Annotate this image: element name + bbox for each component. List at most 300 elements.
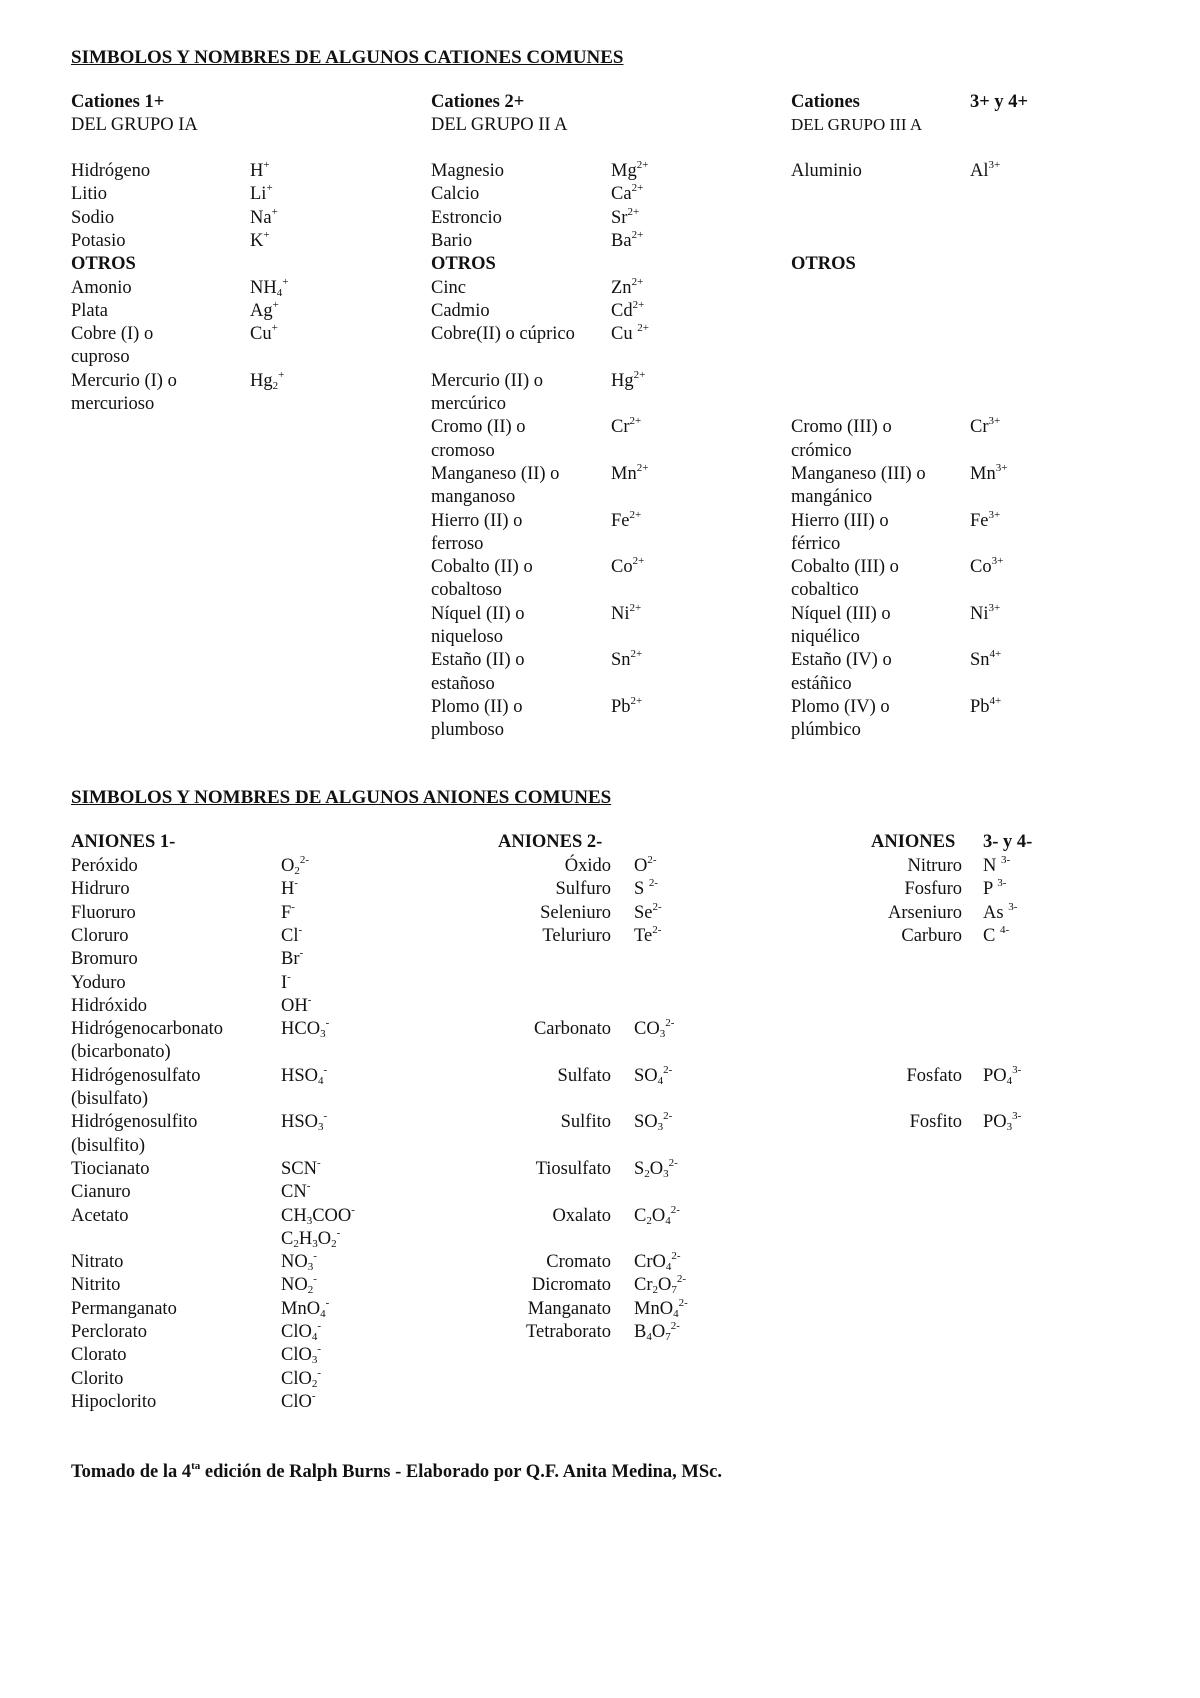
charge: 3+ xyxy=(995,461,1008,474)
charge: 2+ xyxy=(630,694,643,707)
element-symbol: Hg xyxy=(611,370,634,391)
subscript: 4 xyxy=(646,1331,652,1343)
charge: 2+ xyxy=(629,508,642,521)
cation-name: Níquel (II) o xyxy=(431,603,525,624)
anion-formula xyxy=(634,878,658,901)
cation-name-cont: crómico xyxy=(791,440,852,461)
cation-name: Cobre (I) o xyxy=(71,324,154,345)
charge: - xyxy=(323,1110,328,1123)
anion-name: Clorato xyxy=(71,1345,127,1366)
cation-name-cont: férrico xyxy=(791,533,841,554)
cation-symbol xyxy=(970,510,1000,533)
cation-name-cont: plumboso xyxy=(431,720,504,741)
formula-part: CH xyxy=(281,1205,307,1226)
subscript: 3 xyxy=(657,1121,664,1134)
anion-name: Seleniuro xyxy=(540,902,611,923)
element-symbol: Cr xyxy=(970,417,989,438)
charge: + xyxy=(271,205,278,218)
element-symbol: Sn xyxy=(970,650,990,671)
anion-name: Perclorato xyxy=(71,1322,148,1342)
anion-name: Tetraborato xyxy=(526,1322,611,1342)
subscript: 3 xyxy=(1006,1121,1013,1134)
anion-name-cont: (bisulfito) xyxy=(71,1135,145,1156)
anion-name: Oxalato xyxy=(552,1205,611,1226)
charge: 2- xyxy=(647,854,657,866)
cation-col1-heading: Cationes 1+ xyxy=(71,92,165,112)
charge: + xyxy=(263,159,270,171)
subscript: 2 xyxy=(646,1214,652,1227)
cation-symbol xyxy=(250,300,279,323)
cation-symbol xyxy=(250,230,270,253)
cation-symbol xyxy=(970,603,1000,626)
cation-symbol xyxy=(611,603,641,626)
charge: - xyxy=(294,877,299,890)
anion-formula xyxy=(634,1205,680,1228)
element-symbol: Cr xyxy=(611,417,630,438)
anion-formula xyxy=(281,1205,355,1228)
anion-formula xyxy=(281,1274,317,1297)
cation-symbol xyxy=(970,696,1001,719)
anion-name-cont: (bisulfato) xyxy=(71,1089,149,1109)
anion-formula xyxy=(281,995,311,1018)
cation-col1-subheading: DEL GRUPO IA xyxy=(71,115,198,135)
element-symbol: Cu xyxy=(250,324,272,345)
cation-name-cont: manganoso xyxy=(431,487,516,508)
formula-part: COO xyxy=(312,1205,352,1226)
charge: 3- xyxy=(1012,1110,1022,1123)
anion-formula xyxy=(634,925,661,948)
formula-part: SO xyxy=(634,1112,658,1133)
formula-part: O xyxy=(281,856,295,876)
anion-col1-heading: ANIONES 1- xyxy=(71,832,176,852)
formula-part: PO xyxy=(983,1112,1007,1133)
charge: 2+ xyxy=(636,159,649,171)
cation-name: Cromo (II) o xyxy=(431,417,526,438)
cation-name: Magnesio xyxy=(431,161,504,181)
footer-credit-start: Tomado de la 4 xyxy=(71,1462,192,1482)
element-symbol: Ba xyxy=(611,230,632,251)
anion-name-cont: (bicarbonato) xyxy=(71,1042,171,1063)
formula-part: SO xyxy=(634,1065,658,1086)
charge: - xyxy=(313,1273,317,1286)
charge: + xyxy=(266,182,273,195)
cation-name-cont: niquélico xyxy=(791,627,860,647)
footer-credit-ordinal: ta xyxy=(191,1460,201,1472)
formula-part: H xyxy=(298,1228,313,1249)
cation-name: Plata xyxy=(71,300,108,321)
cation-symbol xyxy=(611,556,644,579)
subscript: 4 xyxy=(320,1307,326,1320)
anion-formula xyxy=(634,1321,680,1344)
cation-symbol xyxy=(250,183,273,206)
anion-name: Sulfito xyxy=(560,1112,611,1133)
cation-name: Cromo (III) o xyxy=(791,417,892,438)
anion-name: Hidróxido xyxy=(71,995,148,1016)
subscript: 4 xyxy=(665,1214,671,1227)
cation-name: Cobalto (III) o xyxy=(791,557,899,578)
anion-formula xyxy=(983,878,1006,901)
charge: 2- xyxy=(670,1203,680,1216)
element-symbol: Al xyxy=(970,161,989,181)
cation-name: Hidrógeno xyxy=(71,161,151,181)
cation-name: Cinc xyxy=(431,277,466,298)
subscript: 2 xyxy=(293,1237,299,1250)
element-symbol: Cu xyxy=(611,324,638,345)
subscript: 3 xyxy=(311,1354,318,1367)
charge: 2- xyxy=(678,1296,688,1309)
charge: 3- xyxy=(1012,1063,1022,1076)
cation-name: Bario xyxy=(431,230,473,251)
subscript: 3 xyxy=(312,1237,318,1250)
anion-name: Fosfuro xyxy=(904,879,962,900)
anion-formula xyxy=(281,1321,321,1344)
charge: 3+ xyxy=(991,555,1004,568)
anion-name: Hidrógenosulfito xyxy=(71,1112,198,1133)
cation-symbol xyxy=(250,160,270,183)
cation-symbol xyxy=(250,370,284,393)
anion-formula xyxy=(634,1111,672,1134)
formula-part: PO xyxy=(983,1065,1007,1086)
charge: 2+ xyxy=(629,415,642,428)
anion-name: Óxido xyxy=(564,856,611,876)
cation-col3-heading: Cationes xyxy=(791,92,860,112)
subscript: 4 xyxy=(1006,1074,1013,1087)
subscript: 4 xyxy=(318,1074,324,1087)
charge: 2- xyxy=(671,1250,681,1263)
anion-name: Arseniuro xyxy=(888,902,962,923)
anion-formula xyxy=(634,902,662,925)
formula-part: C xyxy=(983,925,1000,946)
anion-formula xyxy=(281,1065,327,1088)
charge: 2- xyxy=(652,900,662,913)
footer-credit xyxy=(71,1461,722,1484)
cation-name-cont: estañoso xyxy=(431,673,495,694)
cation-symbol xyxy=(970,416,1000,439)
anion-name: Nitrito xyxy=(71,1275,121,1296)
charge: 3+ xyxy=(988,415,1001,428)
formula-part: O xyxy=(658,1275,672,1296)
charge: 2+ xyxy=(630,648,643,661)
anion-name: Cromato xyxy=(546,1252,611,1273)
anion-formula xyxy=(281,1344,321,1367)
subscript: 4 xyxy=(276,286,283,299)
cation-name-cont: ferroso xyxy=(431,533,484,554)
anion-col2-heading: ANIONES 2- xyxy=(498,832,603,852)
anion-formula xyxy=(281,1391,316,1414)
cation-symbol xyxy=(611,323,649,346)
subscript: 3 xyxy=(318,1121,324,1134)
cation-name-cont: plúmbico xyxy=(791,720,861,741)
anion-formula xyxy=(983,925,1009,948)
anion-name: Sulfuro xyxy=(555,879,611,900)
charge: 2- xyxy=(663,1063,673,1076)
cation-col2-heading: Cationes 2+ xyxy=(431,92,525,112)
anion-formula xyxy=(281,1251,317,1274)
subscript: 2 xyxy=(307,1284,314,1297)
cation-name: Estaño (IV) o xyxy=(791,650,892,671)
anion-formula xyxy=(281,1368,321,1391)
formula-part: HCO xyxy=(281,1019,321,1040)
element-symbol: Mn xyxy=(611,463,637,484)
charge: 2+ xyxy=(629,601,642,614)
anion-name: Fosfito xyxy=(909,1112,962,1133)
formula-part: MnO xyxy=(634,1298,674,1319)
anion-name: Hidrógenocarbonato xyxy=(71,1019,224,1040)
anion-name: Dicromato xyxy=(531,1275,611,1296)
charge: 3- xyxy=(1008,900,1018,913)
formula-part: P xyxy=(983,879,998,900)
subscript: 3 xyxy=(307,1261,314,1274)
formula-part: Cr xyxy=(634,1275,653,1296)
anion-name: Cloruro xyxy=(71,925,129,946)
subscript: 3 xyxy=(659,1028,666,1041)
formula-part: I xyxy=(281,972,288,993)
cation-symbol xyxy=(611,230,643,253)
charge: 3+ xyxy=(988,159,1001,171)
anion-name: Nitrato xyxy=(71,1252,124,1273)
anion-formula xyxy=(983,1111,1021,1134)
charge: - xyxy=(298,923,303,936)
formula-part: NO xyxy=(281,1252,308,1273)
charge: 2+ xyxy=(632,555,645,568)
charge: + xyxy=(272,298,279,311)
subscript: 4 xyxy=(665,1261,672,1274)
charge: 2+ xyxy=(631,275,644,288)
anion-formula xyxy=(634,855,657,878)
formula-part: Br xyxy=(281,949,300,970)
charge: 2- xyxy=(670,1320,680,1332)
charge: 2+ xyxy=(637,322,649,335)
anion-formula xyxy=(281,878,298,901)
anion-formula xyxy=(634,1158,678,1181)
charge: 2- xyxy=(665,1017,675,1030)
charge: + xyxy=(263,228,270,241)
charge: 3- xyxy=(1001,854,1011,866)
charge: - xyxy=(351,1203,355,1216)
charge: 2+ xyxy=(632,298,645,311)
charge: - xyxy=(336,1226,341,1239)
formula-part: ClO xyxy=(281,1391,312,1412)
cation-name: Hierro (III) o xyxy=(791,510,889,531)
element-symbol: Cd xyxy=(611,300,633,321)
element-symbol: Ni xyxy=(970,603,989,624)
element-symbol: Fe xyxy=(611,510,630,531)
anion-formula xyxy=(281,1181,310,1204)
formula-part: C xyxy=(281,1228,294,1249)
footer-credit-end: edición de Ralph Burns - Elaborado por Q.F. Anita Medina, MSc. xyxy=(200,1462,722,1482)
element-symbol: Sr xyxy=(611,207,628,228)
charge: - xyxy=(306,1180,311,1193)
cation-symbol xyxy=(250,323,278,346)
anion-formula xyxy=(634,1274,686,1297)
element-symbol: NH xyxy=(250,277,277,298)
charge: 2+ xyxy=(627,205,640,218)
formula-part: Cl xyxy=(281,925,299,946)
element-symbol: Li xyxy=(250,184,267,205)
cation-name: Aluminio xyxy=(791,161,862,181)
element-symbol: Co xyxy=(970,557,992,578)
anion-formula xyxy=(281,1158,321,1181)
element-symbol: H xyxy=(250,161,264,181)
charge: 3- xyxy=(997,877,1007,890)
anion-formula xyxy=(281,948,303,971)
charge: 2+ xyxy=(633,368,646,381)
cation-name-cont: mangánico xyxy=(791,487,873,508)
subscript: 2 xyxy=(331,1237,337,1250)
charge: 2+ xyxy=(631,182,644,195)
formula-part: N xyxy=(983,856,1001,876)
cation-col3-otros: OTROS xyxy=(791,254,856,274)
formula-part: MnO xyxy=(281,1298,321,1319)
anion-name: Tiosulfato xyxy=(535,1158,611,1179)
cation-name: Hierro (II) o xyxy=(431,510,523,531)
formula-part: ClO xyxy=(281,1322,312,1342)
charge: - xyxy=(325,1296,330,1309)
anion-name: Carbonato xyxy=(533,1019,611,1040)
cation-name: Plomo (IV) o xyxy=(791,696,890,717)
cation-name: Litio xyxy=(71,184,107,205)
cation-symbol xyxy=(611,510,641,533)
charge: 2- xyxy=(676,1273,687,1286)
anion-formula xyxy=(634,1251,681,1274)
formula-part: O xyxy=(651,1205,666,1226)
cation-name: Estaño (II) o xyxy=(431,650,525,671)
anion-name: Nitruro xyxy=(907,856,962,876)
anion-formula xyxy=(281,925,302,948)
formula-part: ClO xyxy=(281,1368,312,1389)
cation-col1-otros: OTROS xyxy=(71,254,136,274)
formula-part: C xyxy=(634,1205,647,1226)
anion-name: Hipoclorito xyxy=(71,1391,157,1412)
formula-part: Se xyxy=(634,902,653,923)
charge: 2- xyxy=(668,1156,678,1169)
cation-name: Estroncio xyxy=(431,207,502,228)
anion-name: Acetato xyxy=(71,1205,129,1226)
subscript: 2 xyxy=(272,379,279,392)
formula-part: HSO xyxy=(281,1112,319,1133)
charge: 4- xyxy=(999,923,1010,936)
element-symbol: Co xyxy=(611,557,633,578)
formula-part: CO xyxy=(634,1019,660,1040)
cation-name: Sodio xyxy=(71,207,115,228)
anion-formula xyxy=(281,1298,329,1321)
charge: - xyxy=(325,1017,330,1030)
cation-symbol xyxy=(250,277,288,300)
anion-formula xyxy=(634,1298,688,1321)
subscript: 3 xyxy=(306,1214,313,1227)
cation-symbol xyxy=(611,416,641,439)
charge: + xyxy=(271,322,278,335)
anion-name: Fosfato xyxy=(906,1065,962,1086)
formula-part: B xyxy=(634,1322,647,1342)
element-symbol: Ca xyxy=(611,184,632,205)
formula-part: HSO xyxy=(281,1065,319,1086)
subscript: 3 xyxy=(663,1167,669,1180)
cation-name: Manganeso (III) o xyxy=(791,463,926,484)
cation-name: Mercurio (II) o xyxy=(431,370,543,391)
anion-name: Yoduro xyxy=(71,972,126,993)
element-symbol: Pb xyxy=(970,696,990,717)
cation-name: Mercurio (I) o xyxy=(71,370,177,391)
cation-symbol xyxy=(611,696,642,719)
charge: 2- xyxy=(652,923,662,936)
charge: - xyxy=(323,1063,328,1076)
anion-formula xyxy=(281,902,295,925)
element-symbol: Ag xyxy=(250,300,273,321)
element-symbol: Pb xyxy=(611,696,631,717)
anion-name: Tiocianato xyxy=(71,1158,150,1179)
cation-symbol xyxy=(611,207,639,230)
cation-symbol xyxy=(250,207,278,230)
cation-name: Plomo (II) o xyxy=(431,696,523,717)
charge: - xyxy=(287,970,291,983)
anion-name: Carburo xyxy=(901,925,962,946)
cation-name-cont: estáñico xyxy=(791,673,852,694)
charge: - xyxy=(313,1250,317,1263)
subscript: 4 xyxy=(311,1331,318,1343)
subscript: 4 xyxy=(673,1307,679,1320)
charge: 2+ xyxy=(636,461,649,474)
cation-col3-subheading: DEL GRUPO III A xyxy=(791,115,923,134)
anion-formula xyxy=(281,855,309,878)
cation-name-cont: mercurioso xyxy=(71,394,155,414)
cation-name: Cobalto (II) o xyxy=(431,557,533,578)
anion-col3-heading-charges: 3- y 4- xyxy=(983,832,1033,852)
charge: + xyxy=(282,275,289,288)
anion-formula xyxy=(634,1018,674,1041)
anion-col3-heading: ANIONES xyxy=(871,832,956,852)
formula-part: O xyxy=(649,1158,664,1179)
cation-name-cont: cuproso xyxy=(71,347,130,368)
subscript: 2 xyxy=(294,865,300,877)
anion-name: Permanganato xyxy=(71,1298,177,1319)
cation-symbol xyxy=(611,183,643,206)
anion-section-title: SIMBOLOS Y NOMBRES DE ALGUNOS ANIONES COMUNES xyxy=(71,787,612,808)
subscript: 7 xyxy=(665,1331,671,1343)
cation-name: Níquel (III) o xyxy=(791,603,891,624)
charge: - xyxy=(317,1366,322,1379)
cation-col3-heading-charges: 3+ y 4+ xyxy=(970,92,1029,112)
cation-symbol xyxy=(611,463,648,486)
cation-name-cont: cobaltico xyxy=(791,580,859,601)
anion-formula xyxy=(634,1065,672,1088)
charge: 2+ xyxy=(631,228,644,241)
charge: 2- xyxy=(299,854,310,866)
charge: + xyxy=(278,368,285,381)
cation-col2-otros: OTROS xyxy=(431,254,496,274)
formula-part: NO xyxy=(281,1275,308,1296)
subscript: 7 xyxy=(671,1284,677,1297)
formula-part: OH xyxy=(281,995,308,1016)
anion-name: Sulfato xyxy=(557,1065,611,1086)
subscript: 2 xyxy=(652,1284,658,1297)
cation-name-cont: cobaltoso xyxy=(431,580,502,601)
element-symbol: K xyxy=(250,230,264,251)
charge: - xyxy=(307,993,312,1006)
element-symbol: Zn xyxy=(611,277,632,298)
anion-formula xyxy=(281,972,291,995)
anion-name: Clorito xyxy=(71,1368,124,1389)
cation-symbol xyxy=(611,300,644,323)
element-symbol: Fe xyxy=(970,510,989,531)
anion-name: Bromuro xyxy=(71,949,138,970)
formula-part: Te xyxy=(634,925,653,946)
cation-symbol xyxy=(970,463,1007,486)
subscript: 3 xyxy=(320,1028,326,1041)
charge: - xyxy=(317,1156,321,1169)
charge: 3+ xyxy=(988,601,1001,614)
formula-part: As xyxy=(983,902,1009,923)
